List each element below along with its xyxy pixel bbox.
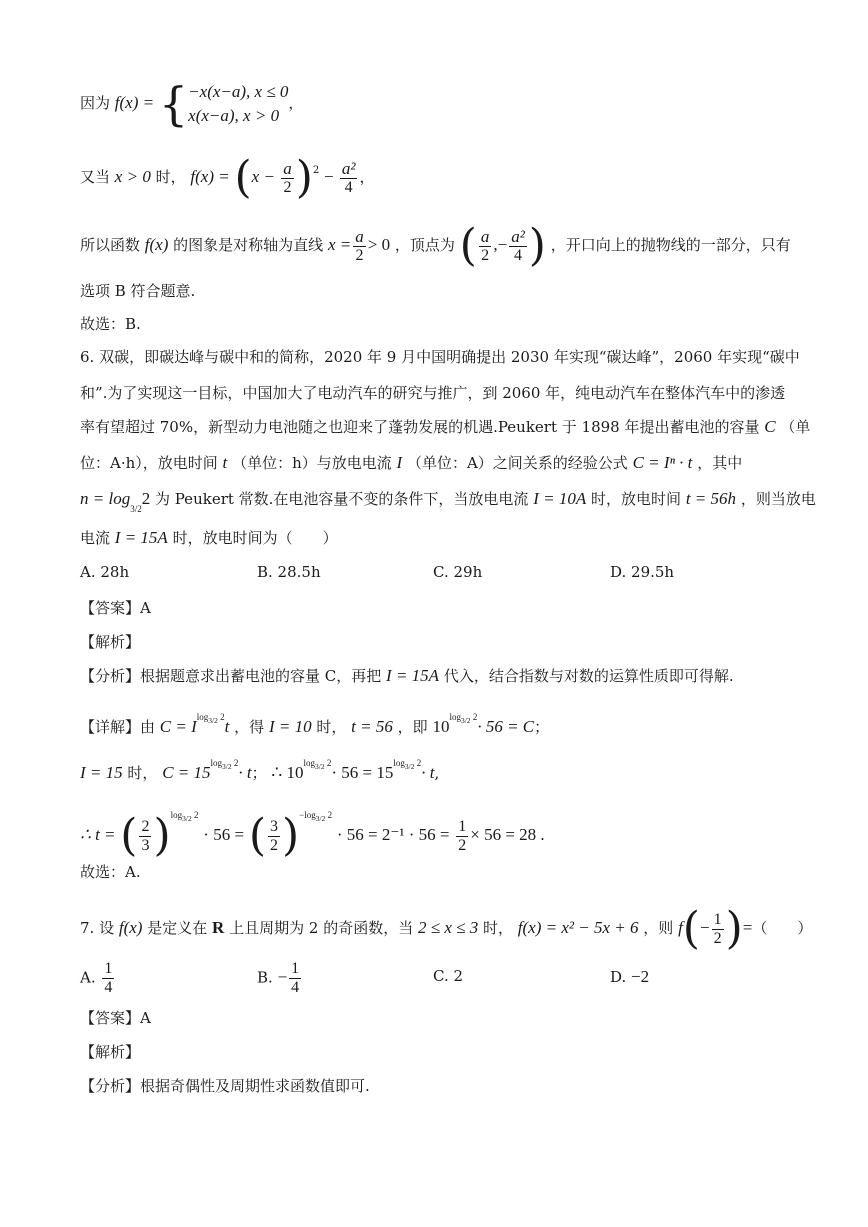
numerator: a² <box>511 226 525 246</box>
formula: · 56 = C <box>477 717 535 736</box>
denominator: 4 <box>291 979 300 996</box>
log-arg: 2 <box>220 712 225 722</box>
q6-stem-line-4 <box>80 452 808 474</box>
formula: t <box>222 453 228 472</box>
formula: f(x) = <box>190 167 230 186</box>
formula: t = 56h <box>685 489 737 508</box>
q7-answer: 【答案】A <box>80 1009 151 1027</box>
denominator: 2 <box>269 836 278 854</box>
fraction <box>509 228 527 265</box>
fraction <box>281 160 294 197</box>
q6-conclusion: 故选：A. <box>80 863 141 881</box>
denominator: 2 <box>355 246 364 264</box>
text: ，开口向上的抛物线的一部分，只有 <box>550 236 791 254</box>
q7-option-c: C. 2 <box>433 967 464 985</box>
q6-detail-line-3 <box>80 804 808 861</box>
denominator: 4 <box>344 178 353 196</box>
exponent <box>303 758 332 771</box>
formula: x − <box>251 167 280 186</box>
exponent <box>299 810 333 823</box>
denominator: 2 <box>481 246 490 264</box>
formula: ∴ 10 <box>271 763 304 782</box>
fraction <box>289 960 301 997</box>
text: 时， <box>127 764 158 782</box>
paren: ) <box>528 220 546 271</box>
text: 又当 <box>80 168 111 186</box>
text: 【详解】由 <box>80 718 156 736</box>
text: 时， <box>316 718 347 736</box>
fraction <box>340 160 358 197</box>
formula: C <box>764 417 776 436</box>
denominator: 4 <box>104 979 113 996</box>
formula: C = Iⁿ · t <box>632 453 693 472</box>
q6-option-a: A. 28h <box>80 563 130 581</box>
q7-analysis: 【分析】根据奇偶性及周期性求函数值即可. <box>80 1077 370 1095</box>
formula: · 56 = 2⁻¹ · 56 = <box>336 825 450 844</box>
numerator: a² <box>341 158 356 178</box>
text: ，则 <box>643 919 674 937</box>
formula: f <box>678 918 683 937</box>
q6-option-c: C. 29h <box>433 563 483 581</box>
text: 上且周期为 2 的奇函数，当 <box>229 919 414 937</box>
q7-option-d <box>610 967 649 987</box>
numerator: 1 <box>458 817 467 835</box>
fraction <box>712 911 724 948</box>
text: 是定义在 <box>147 919 208 937</box>
case-top: −x(x−a), x ≤ 0 <box>188 82 289 101</box>
log: log <box>196 712 209 722</box>
denominator: 4 <box>513 246 522 264</box>
formula: t <box>224 717 230 736</box>
q6-stem-line-6 <box>80 527 808 549</box>
log-arg: 2 <box>472 712 478 722</box>
text: 位：A·h），放电时间 <box>80 454 218 472</box>
fraction <box>268 818 280 855</box>
prev-solution-line-1 <box>80 77 808 131</box>
text: 为 Peukert 常数.在电池容量不变的条件下，当放电电流 <box>155 490 529 508</box>
text: 时，放电时间为（ ） <box>172 529 338 547</box>
log-argument: 2 <box>141 489 151 508</box>
formula: I = 15A <box>386 666 440 685</box>
formula: f(x) <box>144 235 169 254</box>
q6-analysis-title: 【解析】 <box>80 633 141 651</box>
text: 时，放电时间 <box>591 490 682 508</box>
formula: f(x) = <box>114 93 155 112</box>
formula: ,− <box>493 235 508 254</box>
case-bottom: x(x−a), x > 0 <box>188 106 280 125</box>
text: （单位：h）与放电电流 <box>232 454 392 472</box>
numerator: 3 <box>269 817 278 835</box>
text: ，则当放电 <box>740 490 816 508</box>
paren: ( <box>459 220 477 271</box>
fraction <box>456 818 468 855</box>
text: ； <box>534 718 550 736</box>
exponent: 2 <box>312 165 320 176</box>
exponent <box>210 758 239 771</box>
numerator: a <box>283 158 292 178</box>
exponent <box>393 758 422 771</box>
formula: t = 56 <box>351 717 393 736</box>
log-base: 3/2 <box>182 813 192 823</box>
log-base: 3/2 <box>130 504 142 514</box>
numerator: a <box>355 226 364 246</box>
brace: { <box>158 77 189 131</box>
log: log <box>393 758 405 768</box>
q7-option-b <box>257 960 303 997</box>
formula: I = 15 <box>80 763 123 782</box>
text: （单位：A）之间关系的经验公式 <box>406 454 628 472</box>
paren: ) <box>725 903 743 954</box>
q6-stem-line-2: 和”.为了实现这一目标，中国加大了电动汽车的研究与推广，到 2060 年，纯电动汽车在整体汽车中的渗透 <box>80 384 786 402</box>
formula: · t <box>238 763 252 782</box>
numerator: 2 <box>141 817 150 835</box>
formula: −2 <box>631 967 650 986</box>
fraction <box>353 228 366 265</box>
q6-detail-line-2: I = 15 时， $C = 15^{log_{3/2} 2}\cdot t$； ∴ $10^{log_{3/2} 2}\cdot 56 = 15^{log_{3/2} 2}\cdot t$, <box>80 758 440 782</box>
paren: ( <box>120 810 138 861</box>
formula: C = I <box>159 717 197 736</box>
text: ， <box>359 168 375 186</box>
log-arg: 2 <box>233 758 239 768</box>
log-base: 3/2 <box>315 813 326 823</box>
paren: ) <box>153 810 171 861</box>
option-label: A. <box>80 968 96 987</box>
fraction <box>102 960 114 997</box>
numerator: a <box>480 226 490 246</box>
log-base: 3/2 <box>404 761 415 771</box>
text: ，即 <box>397 718 428 736</box>
numerator: 1 <box>104 960 113 977</box>
formula: − <box>699 918 710 937</box>
prev-solution-conclusion: 故选：B. <box>80 315 141 333</box>
fraction <box>139 818 151 855</box>
formula: · 56 = 15 <box>331 763 394 782</box>
paren: ( <box>234 152 252 203</box>
formula: n = log <box>80 489 131 508</box>
prev-solution-line-2 <box>80 152 808 203</box>
exponent <box>170 810 199 823</box>
formula: · 56 = <box>203 825 245 844</box>
paren: ( <box>682 903 700 954</box>
formula: I = 10A <box>533 489 587 508</box>
q6-option-d: D. 29.5h <box>610 563 675 581</box>
text: ； <box>251 764 267 782</box>
log-arg: 2 <box>327 810 333 820</box>
text: 所以函数 <box>80 236 141 254</box>
formula: − <box>277 967 288 987</box>
text: （ ） <box>752 919 813 937</box>
formula: I = 10 <box>268 717 312 736</box>
log-arg: 2 <box>326 758 332 768</box>
q6-detail-line-1 <box>80 706 808 738</box>
formula: x = <box>327 235 352 254</box>
text: 因为 <box>80 94 111 112</box>
text: 【分析】根据题意求出蓄电池的容量 C，再把 <box>80 667 382 685</box>
prev-solution-line-3 <box>80 220 808 271</box>
formula: · t <box>421 763 435 782</box>
q7-stem <box>80 903 813 954</box>
formula: I = 15A <box>114 528 168 547</box>
formula: f(x) = x² − 5x + 6 <box>517 918 639 937</box>
log: log <box>449 712 461 722</box>
fraction <box>479 228 492 265</box>
log-base: 3/2 <box>460 715 471 725</box>
log-base: 3/2 <box>208 715 218 725</box>
numerator: 1 <box>291 960 300 977</box>
text: （单 <box>780 418 811 436</box>
formula: > 0 <box>367 235 391 254</box>
text: 代入，结合指数与对数的运算性质即可得解. <box>443 667 734 685</box>
piecewise-cases <box>188 80 288 128</box>
q6-analysis <box>80 665 808 687</box>
q6-option-b: B. 28.5h <box>257 563 321 581</box>
formula: = <box>742 918 753 937</box>
text: ，其中 <box>697 454 743 472</box>
log: log <box>303 758 316 768</box>
formula: R <box>212 918 225 937</box>
text: ， <box>288 94 304 112</box>
q6-stem-line-3 <box>80 416 811 438</box>
formula: 10 <box>432 717 450 736</box>
denominator: 3 <box>141 836 150 854</box>
text: ，顶点为 <box>394 236 455 254</box>
numerator: 1 <box>713 910 722 928</box>
formula: x > 0 <box>114 167 151 186</box>
text: 时， <box>155 168 186 186</box>
prev-solution-line-4: 选项 B 符合题意. <box>80 282 196 300</box>
q6-answer: 【答案】A <box>80 599 151 617</box>
log: log <box>210 758 223 768</box>
paren: ) <box>281 810 300 861</box>
denominator: 2 <box>458 836 467 854</box>
text: 7. 设 <box>80 919 115 937</box>
text: ，得 <box>234 718 265 736</box>
log-base: 3/2 <box>222 761 232 771</box>
formula: I <box>396 453 403 472</box>
log-arg: 2 <box>416 758 422 768</box>
option-label: B. <box>257 968 273 987</box>
q6-stem-line-5 <box>80 488 816 520</box>
text: 的图象是对称轴为直线 <box>173 236 324 254</box>
denominator: 2 <box>283 178 292 196</box>
paren: ( <box>248 810 266 861</box>
q7-option-a <box>80 960 116 997</box>
text: 时， <box>482 919 513 937</box>
formula: C = 15 <box>162 763 211 782</box>
text: 率有望超过 70%，新型动力电池随之也迎来了蓬勃发展的机遇.Peukert 于 1898 年提出蓄电池的容量 <box>80 418 760 436</box>
formula: 2 ≤ x ≤ 3 <box>417 918 479 937</box>
log-base: 3/2 <box>315 761 325 771</box>
denominator: 2 <box>713 929 722 947</box>
formula: × 56 = 28 . <box>470 825 545 844</box>
log: log <box>304 810 316 820</box>
formula: f(x) <box>118 918 143 937</box>
formula: ∴ t = <box>80 825 116 844</box>
option-label: D. <box>610 968 627 986</box>
paren: ) <box>295 152 313 203</box>
q6-stem-line-1: 6. 双碳，即碳达峰与碳中和的简称，2020 年 9 月中国明确提出 2030 年实现“碳达峰”，2060 年实现“碳中 <box>80 348 800 366</box>
log: log <box>170 810 183 820</box>
exponent <box>449 712 478 725</box>
log-arg: 2 <box>194 810 199 820</box>
exponent <box>196 712 225 725</box>
formula: − <box>324 167 338 186</box>
q7-analysis-title: 【解析】 <box>80 1043 141 1061</box>
text: 电流 <box>80 529 111 547</box>
neg: − <box>299 810 305 820</box>
